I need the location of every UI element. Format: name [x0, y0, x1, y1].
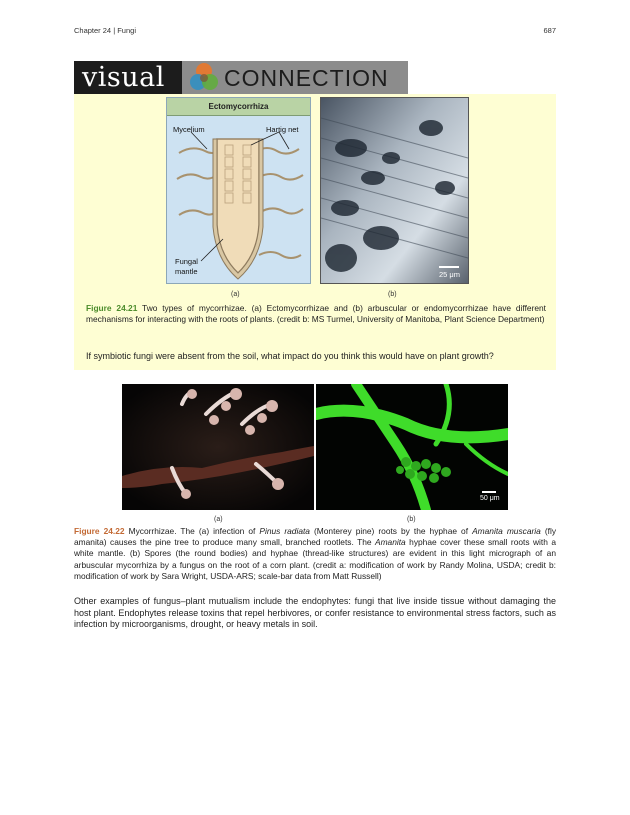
arbuscular-micrograph [320, 97, 469, 284]
banner-word-visual: visual [74, 61, 182, 94]
caption-part-1: Mycorrhizae. The (a) infection of [124, 526, 260, 536]
species-amanita-muscaria: Amanita muscaria [472, 526, 541, 536]
running-header-chapter: Chapter 24 | Fungi [74, 26, 136, 35]
ectomycorrhiza-diagram [166, 97, 311, 284]
pine-rootlets-image [122, 384, 314, 510]
sublabel-22-b: (b) [407, 516, 416, 523]
banner-word-connection: CONNECTION [224, 65, 389, 91]
figure-label-22: Figure 24.22 [74, 526, 125, 536]
page-number: 687 [543, 26, 556, 35]
scale-bar-label-2: 50 μm [480, 495, 500, 502]
caption-part-4: hyphae cover these small roots with a white mantle. (b) Spores (the round bodies) and hyphae (thread-like structures) are evident in this light micrograph of an arbuscular mycorrhiza by a fungus on the root of a corn plant. (credit a: modification of work by Randy Molina, USDA; credit b: modification of work by Sara Wright, USDA-ARS; scale-bar data from Matt Russell) [74, 537, 556, 581]
sublabel-b: (b) [388, 291, 397, 298]
label-hartig-net: Hartig net [266, 125, 299, 134]
label-mycelium: Mycelium [173, 125, 205, 134]
label-fungal: Fungal [175, 257, 198, 266]
figure-24-22-caption [74, 526, 556, 582]
sublabel-22-a: (a) [214, 516, 223, 523]
diagram-title: Ectomycorrhiza [167, 98, 310, 116]
visual-connection-question: If symbiotic fungi were absent from the soil, what impact do you think this would have on plant growth? [86, 351, 494, 361]
visual-connection-box [74, 94, 556, 370]
caption-part-3: (fly amanita) causes the pine tree to produce many small, branched rootlets. The [74, 526, 557, 548]
species-pinus-radiata: Pinus radiata [259, 526, 310, 536]
visual-connection-banner [74, 61, 408, 94]
genus-amanita: Amanita [374, 537, 406, 548]
caption-text: Two types of mycorrhizae. (a) Ectomycorrhizae and (b) arbuscular or endomycorrhizae have different mechanisms for interacting with the roots of plants. (credit b: MS Turmel, University of Manitoba, Plant Science Department) [86, 303, 546, 325]
label-mantle: mantle [175, 267, 198, 276]
pine-root-photo [122, 384, 314, 510]
body-paragraph: Other examples of fungus–plant mutualism include the endophytes: fungi that live inside tissue without damaging the host plant. Endophytes release toxins that repel herbivores, or confer resistance to environmental stress factors, such as infection by microorganisms, drought, or heavy metals in soil. [74, 596, 556, 630]
caption-part-2: (Monterey pine) roots by the hyphae of [309, 526, 473, 536]
figure-24-21-caption [86, 303, 546, 325]
scale-bar-label: 25 μm [439, 270, 460, 279]
connection-logo-icon [186, 61, 222, 94]
fluorescent-hyphae-image [316, 384, 508, 510]
sublabel-a: (a) [231, 291, 240, 298]
figure-label: Figure 24.21 [86, 303, 138, 313]
corn-root-micrograph [316, 384, 508, 510]
micrograph-image [321, 98, 468, 283]
